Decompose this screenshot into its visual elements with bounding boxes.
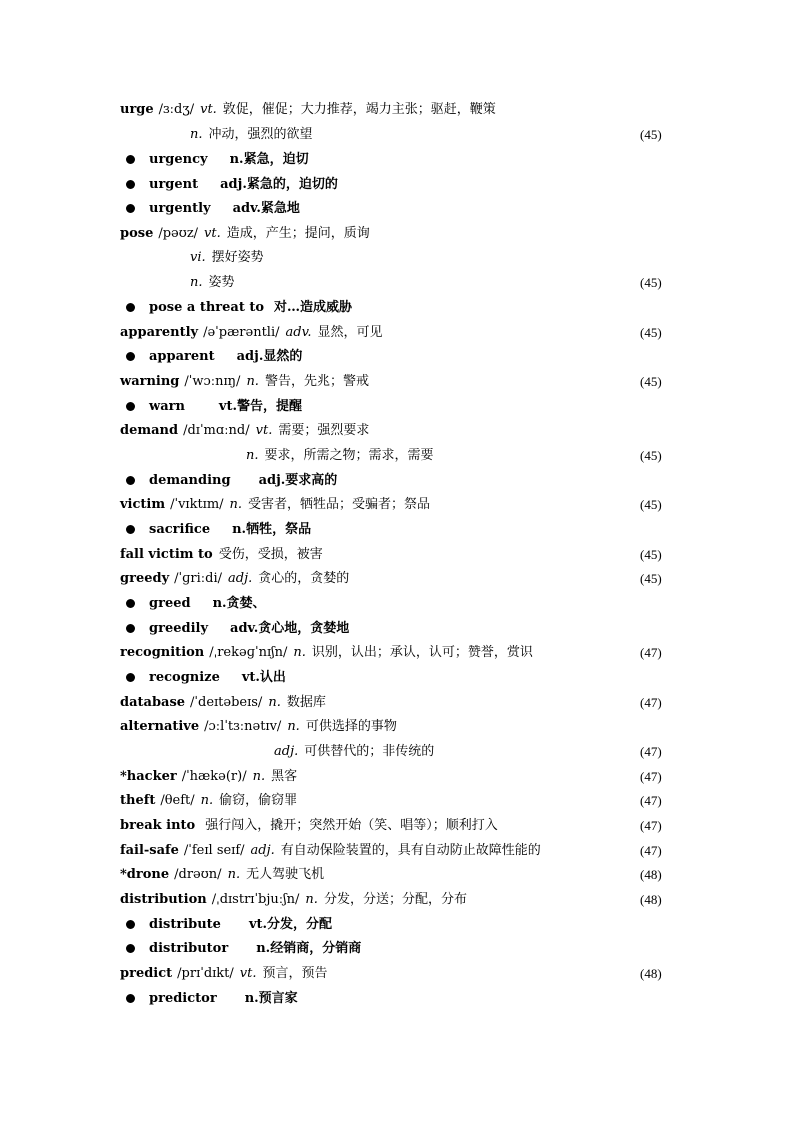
derived-definition: vt.分发，分配 xyxy=(248,917,333,932)
phonetic: /ˌrekəɡˈnɪʃn/ xyxy=(209,645,288,660)
definition: 无人驾驶飞机 xyxy=(246,867,325,882)
part-of-speech: vt. xyxy=(239,966,257,981)
page-ref: (47) xyxy=(640,695,662,710)
part-of-speech: adv. xyxy=(285,325,312,340)
derived-definition: adj.紧急的，迫切的 xyxy=(220,177,338,192)
entry-urge xyxy=(0,99,794,121)
headword: *drone xyxy=(120,867,170,882)
definition: 识别，认出；承认，认可；赞誉，赏识 xyxy=(311,645,533,660)
bullet-icon xyxy=(126,352,135,361)
entry-victim xyxy=(0,494,794,516)
definition: 可供选择的事物 xyxy=(305,719,397,734)
bullet-icon xyxy=(126,599,135,608)
definition: 冲动，强烈的欲望 xyxy=(208,127,313,142)
phonetic: /ɜːdʒ/ xyxy=(158,102,195,117)
part-of-speech: adj. xyxy=(228,571,253,586)
page-ref: (47) xyxy=(640,645,662,660)
derived-apparent xyxy=(0,346,794,368)
page-ref: (47) xyxy=(640,744,662,759)
part-of-speech: adj. xyxy=(250,843,275,858)
derived-word: urgently xyxy=(149,201,211,216)
phonetic: /əˈpærəntli/ xyxy=(203,325,280,340)
entry-alternative xyxy=(0,716,794,738)
headword: distribution xyxy=(120,892,207,907)
derived-urgently xyxy=(0,198,794,220)
derived-urgency xyxy=(0,149,794,171)
headword: urge xyxy=(120,102,154,117)
derived-word: urgent xyxy=(149,177,199,192)
derived-warn xyxy=(0,396,794,418)
part-of-speech: n. xyxy=(190,127,203,142)
definition: 强行闯入，撬开；突然开始（笑、唱等）；顺利打入 xyxy=(205,818,498,833)
derived-word: recognize xyxy=(149,670,220,685)
derived-greed xyxy=(0,593,794,615)
entry-predict xyxy=(0,963,794,985)
definition: 可供替代的；非传统的 xyxy=(304,744,435,759)
page-ref: (45) xyxy=(640,127,662,142)
page-ref: (45) xyxy=(640,497,662,512)
entry-recognition xyxy=(0,642,794,664)
part-of-speech: vt. xyxy=(255,423,273,438)
entry-demand xyxy=(0,420,794,442)
definition: 贪心的，贪婪的 xyxy=(258,571,350,586)
definition: 姿势 xyxy=(208,275,235,290)
bullet-icon xyxy=(126,944,135,953)
derived-definition: n.紧急，迫切 xyxy=(229,152,309,167)
derived-definition: n.经销商，分销商 xyxy=(256,941,362,956)
page-ref: (45) xyxy=(640,448,662,463)
phonetic: /ˈwɔːnɪŋ/ xyxy=(184,374,241,389)
headword: recognition xyxy=(120,645,205,660)
headword: theft xyxy=(120,793,156,808)
definition: 受害者，牺牲品；受骗者；祭品 xyxy=(248,497,431,512)
headword: victim xyxy=(120,497,166,512)
derived-pose-a-threat-to xyxy=(0,297,794,319)
definition: 需要；强烈要求 xyxy=(278,423,370,438)
definition: 警告，先兆；警戒 xyxy=(264,374,369,389)
phonetic: /ˈdeɪtəbeɪs/ xyxy=(190,695,263,710)
derived-word: distributor xyxy=(149,941,229,956)
derived-word: demanding xyxy=(149,473,231,488)
entry-distribution xyxy=(0,889,794,911)
entry-greedy xyxy=(0,568,794,590)
entry-apparently xyxy=(0,322,794,344)
derived-word: greed xyxy=(149,596,191,611)
headword: warning xyxy=(120,374,180,389)
derived-word: pose a threat to xyxy=(149,300,265,315)
derived-definition: 对…造成威胁 xyxy=(274,300,353,315)
headword: demand xyxy=(120,423,179,438)
definition: 摆好姿势 xyxy=(211,250,264,265)
entry-fall-victim-to xyxy=(0,544,794,566)
part-of-speech: adj. xyxy=(274,744,299,759)
derived-sacrifice xyxy=(0,519,794,541)
headword: apparently xyxy=(120,325,199,340)
definition: 数据库 xyxy=(286,695,326,710)
phonetic: /ˈfeɪl seɪf/ xyxy=(183,843,245,858)
phonetic: /drəʊn/ xyxy=(174,867,222,882)
derived-definition: n.贪婪、 xyxy=(212,596,266,611)
definition: 敦促，催促；大力推荐，竭力主张；驱赶，鞭策 xyxy=(222,102,496,117)
bullet-icon xyxy=(126,994,135,1003)
definition: 受伤，受损，被害 xyxy=(218,547,323,562)
part-of-speech: n. xyxy=(252,769,266,784)
part-of-speech: n. xyxy=(246,448,259,463)
page-ref: (45) xyxy=(640,325,662,340)
part-of-speech: n. xyxy=(190,275,203,290)
derived-demanding xyxy=(0,470,794,492)
bullet-icon xyxy=(126,402,135,411)
page-ref: (48) xyxy=(640,867,662,882)
page-ref: (45) xyxy=(640,374,662,389)
bullet-icon xyxy=(126,204,135,213)
page-ref: (48) xyxy=(640,892,662,907)
entry-alternative-adj xyxy=(0,741,794,763)
bullet-icon xyxy=(126,673,135,682)
entry-pose xyxy=(0,223,794,245)
derived-distributor xyxy=(0,938,794,960)
part-of-speech: n. xyxy=(229,497,243,512)
headword: alternative xyxy=(120,719,200,734)
derived-word: urgency xyxy=(149,152,208,167)
part-of-speech: n. xyxy=(200,793,214,808)
derived-word: predictor xyxy=(149,991,217,1006)
entry-demand-noun xyxy=(0,445,794,467)
derived-definition: vt.认出 xyxy=(241,670,286,685)
entry-theft xyxy=(0,790,794,812)
part-of-speech: n. xyxy=(227,867,241,882)
derived-word: sacrifice xyxy=(149,522,211,537)
bullet-icon xyxy=(126,303,135,312)
derived-definition: adv.贪心地，贪婪地 xyxy=(230,621,350,636)
part-of-speech: n. xyxy=(305,892,318,907)
part-of-speech: n. xyxy=(268,695,281,710)
derived-word: warn xyxy=(149,399,185,414)
bullet-icon xyxy=(126,155,135,164)
part-of-speech: n. xyxy=(293,645,306,660)
part-of-speech: vt. xyxy=(204,226,221,241)
headword: greedy xyxy=(120,571,170,586)
derived-word: distribute xyxy=(149,917,221,932)
phonetic: /ˈvɪktɪm/ xyxy=(170,497,224,512)
derived-distribute xyxy=(0,914,794,936)
derived-definition: n.预言家 xyxy=(244,991,298,1006)
definition: 偷窃，偷窃罪 xyxy=(219,793,298,808)
headword: pose xyxy=(120,226,154,241)
headword: predict xyxy=(120,966,173,981)
page-ref: (47) xyxy=(640,769,662,784)
entry-fail-safe xyxy=(0,840,794,862)
part-of-speech: n. xyxy=(246,374,259,389)
page-ref: (47) xyxy=(640,818,662,833)
headword: break into xyxy=(120,818,196,833)
definition: 预言，预告 xyxy=(262,966,328,981)
page-ref: (45) xyxy=(640,547,662,562)
derived-definition: adv.紧急地 xyxy=(232,201,300,216)
headword: database xyxy=(120,695,186,710)
headword: *hacker xyxy=(120,769,177,784)
phonetic: /ˈɡriːdi/ xyxy=(174,571,223,586)
entry-urge-noun xyxy=(0,124,794,146)
phonetic: /pəʊz/ xyxy=(158,226,199,241)
definition: 显然，可见 xyxy=(317,325,383,340)
derived-definition: adj.显然的 xyxy=(236,349,303,364)
page-ref: (47) xyxy=(640,843,662,858)
entry-pose-noun xyxy=(0,272,794,294)
entry-pose-vi xyxy=(0,247,794,269)
definition: 造成，产生；提问，质询 xyxy=(226,226,370,241)
definition: 有自动保险装置的，具有自动防止故障性能的 xyxy=(280,843,541,858)
derived-word: apparent xyxy=(149,349,215,364)
bullet-icon xyxy=(126,476,135,485)
phonetic: /ɔːlˈtɜːnətɪv/ xyxy=(204,719,282,734)
entry-drone xyxy=(0,864,794,886)
part-of-speech: vt. xyxy=(200,102,217,117)
headword: fail-safe xyxy=(120,843,179,858)
headword: fall victim to xyxy=(120,547,213,562)
definition: 黑客 xyxy=(271,769,298,784)
page-ref: (48) xyxy=(640,966,662,981)
phonetic: /θeft/ xyxy=(160,793,195,808)
derived-definition: vt.警告，提醒 xyxy=(218,399,303,414)
definition: 分发，分送；分配，分布 xyxy=(323,892,467,907)
derived-recognize xyxy=(0,667,794,689)
page-ref: (45) xyxy=(640,275,662,290)
bullet-icon xyxy=(126,180,135,189)
page-ref: (47) xyxy=(640,793,662,808)
derived-greedily xyxy=(0,618,794,640)
page-ref: (45) xyxy=(640,571,662,586)
definition: 要求，所需之物；需求，需要 xyxy=(264,448,434,463)
entry-break-into xyxy=(0,815,794,837)
phonetic: /dɪˈmɑːnd/ xyxy=(183,423,250,438)
bullet-icon xyxy=(126,920,135,929)
derived-urgent xyxy=(0,174,794,196)
bullet-icon xyxy=(126,525,135,534)
derived-definition: adj.要求高的 xyxy=(258,473,338,488)
entry-warning xyxy=(0,371,794,393)
part-of-speech: vi. xyxy=(190,250,206,265)
entry-hacker xyxy=(0,766,794,788)
derived-predictor xyxy=(0,988,794,1010)
bullet-icon xyxy=(126,624,135,633)
phonetic: /prɪˈdɪkt/ xyxy=(177,966,234,981)
phonetic: /ˈhækə(r)/ xyxy=(181,769,247,784)
phonetic: /ˌdɪstrɪˈbjuːʃn/ xyxy=(211,892,300,907)
part-of-speech: n. xyxy=(287,719,300,734)
derived-word: greedily xyxy=(149,621,209,636)
entry-database xyxy=(0,692,794,714)
derived-definition: n.牺牲，祭品 xyxy=(232,522,312,537)
